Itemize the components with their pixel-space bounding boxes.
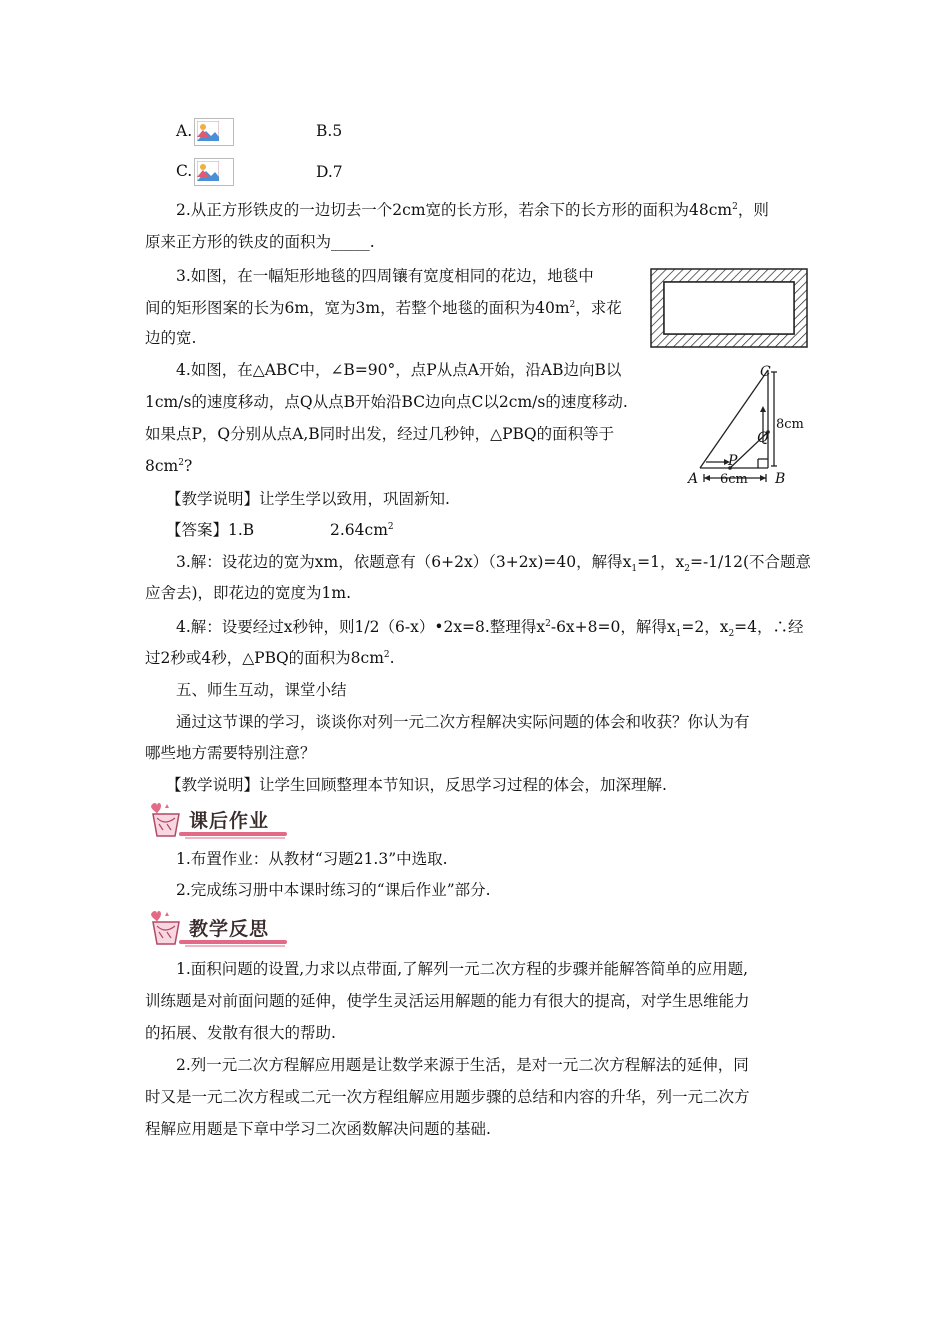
label-q: Q bbox=[757, 430, 769, 446]
label-b: B bbox=[775, 471, 786, 487]
q4-line4: $8cm^2$? bbox=[145, 457, 193, 475]
q4-line1: 4.如图，在△ABC中，∠B=90°，点P从点A开始，沿AB边向B以 bbox=[176, 361, 622, 379]
sol4-line1: 4.解：设要经过x秒钟，则1/2（6-x）•2x=8.整理得$x^2-6x+8=0$，解得$x_1=2$，$x_2=4$，∴经 bbox=[176, 618, 804, 640]
option-b: B.5 bbox=[316, 122, 343, 140]
homework-item-2: 2.完成练习册中本课时练习的“课后作业”部分. bbox=[176, 881, 491, 899]
label-c: C bbox=[760, 364, 771, 380]
label-a: A bbox=[688, 471, 699, 487]
q4-line2: 1cm/s的速度移动，点Q从点B开始沿BC边向点C以2cm/s的速度移动. bbox=[145, 393, 628, 411]
summary-line2: 哪些地方需要特别注意？ bbox=[145, 744, 316, 762]
reflection-p2-line1: 2.列一元二次方程解应用题是让数学来源于生活，是对一元二次方程解法的延伸，同 bbox=[176, 1056, 749, 1074]
reflection-p1-line3: 的拓展、发散有很大的帮助. bbox=[145, 1024, 336, 1042]
triangle-figure bbox=[686, 362, 816, 488]
teaching-note-1: 【教学说明】让学生学以致用，巩固新知. bbox=[166, 490, 450, 508]
teaching-note-2: 【教学说明】让学生回顾整理本节知识，反思学习过程的体会，加深理解. bbox=[166, 776, 667, 794]
option-c bbox=[176, 158, 234, 186]
homework-heading bbox=[145, 800, 295, 840]
homework-title: 课后作业 bbox=[189, 810, 270, 832]
reflection-p2-line2: 时又是一元二次方程或二元一次方程组解应用题步骤的总结和内容的升华，列一元二次方 bbox=[145, 1088, 750, 1106]
reflection-p1-line1: 1.面积问题的设置,力求以点带面,了解列一元二次方程的步骤并能解答简单的应用题, bbox=[176, 960, 749, 978]
option-d: D.7 bbox=[316, 163, 343, 181]
answer-label: 【答案】1.B bbox=[166, 521, 255, 539]
broken-image-icon bbox=[194, 118, 234, 146]
reflection-title: 教学反思 bbox=[189, 918, 270, 940]
homework-underline-2 bbox=[185, 837, 285, 839]
option-c-label: C. bbox=[176, 162, 193, 180]
option-a-label: A. bbox=[176, 122, 193, 140]
q3-line2: 间的矩形图案的长为6m，宽为3m，若整个地毯的面积为$40m^2$，求花 bbox=[145, 299, 622, 317]
section-5-heading: 五、师生互动，课堂小结 bbox=[176, 681, 347, 699]
homework-item-1: 1.布置作业：从教材“习题21.3”中选取. bbox=[176, 850, 448, 868]
option-a bbox=[176, 118, 234, 146]
homework-underline bbox=[179, 832, 287, 836]
label-p: P bbox=[728, 453, 738, 469]
sol3-line2: 应舍去)，即花边的宽度为1m. bbox=[145, 584, 352, 602]
summary-line1: 通过这节课的学习，谈谈你对列一元二次方程解决实际问题的体会和收获？你认为有 bbox=[176, 713, 750, 731]
reflection-underline bbox=[179, 940, 287, 944]
reflection-p2-line3: 程解应用题是下章中学习二次函数解决问题的基础. bbox=[145, 1120, 491, 1138]
sol3-line1: 3.解：设花边的宽为xm，依题意有（6+2x）（3+2x)=40，解得$x_1=1$，$x_2=-1/12$(不合题意 bbox=[176, 553, 812, 575]
q2-line2: 原来正方形的铁皮的面积为_____. bbox=[145, 233, 375, 251]
q3-line1: 3.如图，在一幅矩形地毯的四周镶有宽度相同的花边，地毯中 bbox=[176, 267, 594, 285]
answer-second: $2.64cm^2$ bbox=[330, 521, 394, 539]
sol4-line2: 过2秒或4秒，△PBQ的面积为$8cm^2$. bbox=[145, 649, 395, 667]
q4-line3: 如果点P，Q分别从点A,B同时出发，经过几秒钟，△PBQ的面积等于 bbox=[145, 425, 615, 443]
reflection-p1-line2: 训练题是对前面问题的延伸，使学生灵活运用解题的能力有很大的提高，对学生思维能力 bbox=[145, 992, 750, 1010]
label-6cm: 6cm bbox=[720, 472, 748, 487]
carpet-figure bbox=[650, 268, 808, 348]
q3-line3: 边的宽. bbox=[145, 329, 197, 347]
reflection-underline-2 bbox=[185, 945, 285, 947]
reflection-heading bbox=[145, 908, 295, 948]
q2-line1: 2.从正方形铁皮的一边切去一个2cm宽的长方形，若余下的长方形的面积为$48cm^2$，则 bbox=[176, 201, 769, 219]
label-8cm: 8cm bbox=[776, 417, 804, 432]
broken-image-icon bbox=[194, 158, 234, 186]
